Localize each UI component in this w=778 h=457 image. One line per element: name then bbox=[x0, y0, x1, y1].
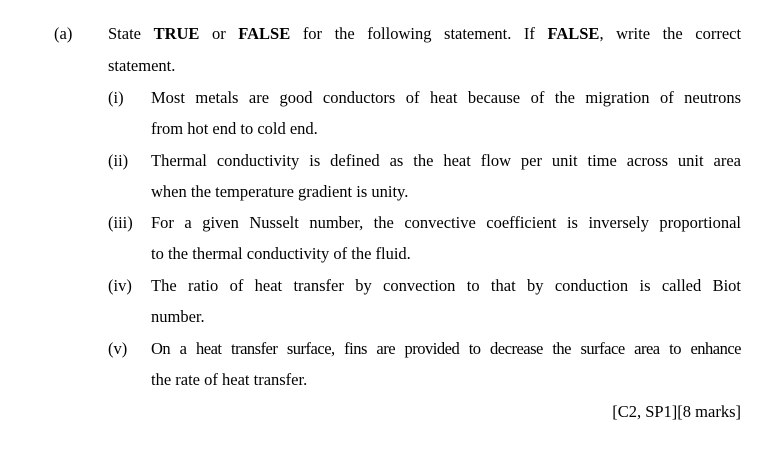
item-iv-line-2: number. bbox=[151, 307, 205, 326]
item-i-line-2: from hot end to cold end. bbox=[151, 119, 318, 138]
item-i-line-1: Most metals are good conductors of heat because of the migration of neutrons bbox=[151, 88, 741, 107]
intro-text: for the following statement. If bbox=[302, 24, 535, 43]
item-numeral-ii: (ii) bbox=[108, 151, 129, 170]
item-iv-line-1: The ratio of heat transfer by convection to that by conduction is called Biot bbox=[151, 276, 741, 295]
intro-false-keyword-2: FALSE bbox=[547, 24, 600, 43]
item-numeral-iv: (iv) bbox=[108, 276, 132, 295]
item-iii-line-1: For a given Nusselt number, the convective coefficient is inversely proportional bbox=[151, 213, 741, 232]
item-numeral-v: (v) bbox=[108, 339, 128, 358]
question-label: (a) bbox=[54, 24, 73, 43]
item-ii-line-1: Thermal conductivity is defined as the heat flow per unit time across unit area bbox=[151, 151, 741, 170]
intro-true-keyword: TRUE bbox=[153, 24, 200, 43]
item-iii-line-2: to the thermal conductivity of the fluid. bbox=[151, 244, 411, 263]
item-v-line-2: the rate of heat transfer. bbox=[151, 370, 308, 389]
intro-word-state: State bbox=[108, 24, 141, 43]
intro-word-or: or bbox=[211, 24, 226, 43]
intro-false-keyword: FALSE bbox=[238, 24, 291, 43]
question-intro-line-2: statement. bbox=[108, 56, 176, 75]
intro-text-2: , write the correct bbox=[599, 24, 742, 43]
question-intro-line bbox=[108, 24, 741, 44]
item-v-line-1: On a heat transfer surface, fins are provided to decrease the surface area to enhance bbox=[151, 339, 741, 358]
item-numeral-iii: (iii) bbox=[108, 213, 133, 232]
marks-allocation: [C2, SP1][8 marks] bbox=[612, 402, 741, 421]
item-ii-line-2: when the temperature gradient is unity. bbox=[151, 182, 409, 201]
item-numeral-i: (i) bbox=[108, 88, 124, 107]
